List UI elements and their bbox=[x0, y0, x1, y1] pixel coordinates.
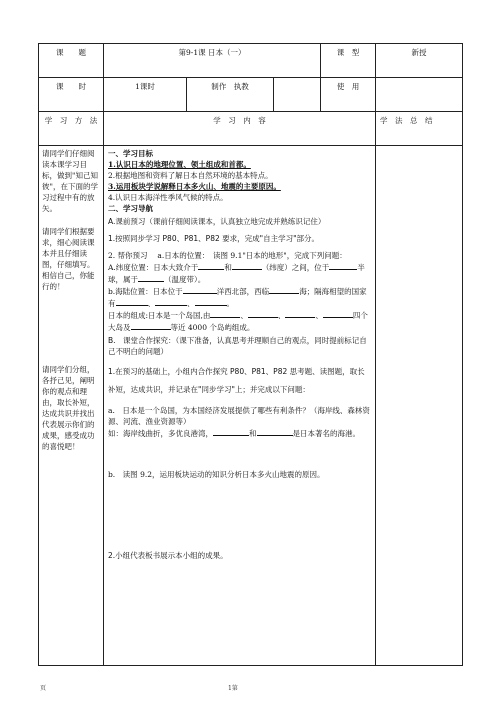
neighbor-blank-2[interactable] bbox=[155, 297, 187, 306]
summary-column-header: 学 法 总 结 bbox=[376, 112, 463, 146]
goal-3: 3.运用板块学说解释日本多火山、地震的主要原因。 bbox=[108, 182, 281, 191]
summary-cell bbox=[376, 146, 463, 666]
footer-page: 1第 bbox=[228, 685, 238, 692]
method-column-header: 学 习 方 法 bbox=[39, 112, 104, 146]
preview-title: A.课前预习（课前仔细阅读课本，认真独立地完成并熟练识记住） bbox=[108, 217, 326, 226]
goal-4: 4.认识日本海洋性季风气候的特点。 bbox=[108, 193, 228, 202]
question-b: b. 读图 9.2，运用板块运动的知识分析日本多火山地震的原因。 bbox=[108, 470, 325, 479]
port-blank-1[interactable] bbox=[213, 427, 249, 436]
header-row-period bbox=[39, 78, 463, 112]
type-label: 课 型 bbox=[321, 44, 376, 78]
period-value: 1课时 bbox=[104, 78, 187, 112]
author-label: 制作 执教 bbox=[187, 78, 274, 112]
section-goals-title: 一、学习目标 bbox=[108, 149, 153, 158]
temperature-zone-blank[interactable] bbox=[138, 273, 164, 282]
method-notes-cell bbox=[39, 146, 104, 666]
content-column-header: 学 习 内 容 bbox=[104, 112, 376, 146]
section-guide-title: 二、学习导航 bbox=[108, 204, 153, 213]
footer-left: 页 bbox=[40, 685, 47, 692]
neighbor-blank-1[interactable] bbox=[116, 297, 148, 306]
use-value bbox=[376, 78, 463, 112]
header-row-topic bbox=[39, 44, 463, 78]
question-a-answer-line: 如：海岸线曲折，多优良港湾， 和 是日本著名的海港。 bbox=[108, 429, 360, 438]
period-label: 课 时 bbox=[39, 78, 104, 112]
sea-land-line: b.海陆位置：日本位于 洋西北部，西临 海；隔海相望的国家有 、 、 。 bbox=[108, 287, 367, 308]
type-value: 新授 bbox=[376, 44, 463, 78]
side-note-3: 请同学们分组，各抒己见，阐明你的观点和理由，取长补短，达成共识并找出代表展示你们的成果，感受成功的喜悦吧！ bbox=[42, 365, 95, 451]
question-a: a. 日本是一个岛国，为本国经济发展提供了哪些有利条件？（海岸线、森林资源、河流、渔业资源等） bbox=[108, 406, 370, 426]
cooperation-title: B. 课堂合作探究：（课下准备，认真思考并理顺自己的观点，同时提前标记自己不明白的问题） bbox=[108, 336, 367, 356]
island-blank-2[interactable] bbox=[248, 309, 278, 318]
cooperation-item-2: 2.小组代表板书展示本小组的成果。 bbox=[108, 551, 228, 560]
preview-item-2: 2. 帮你预习 a.日本的位置： 读图 9.1"日本的地形"，完成下列问题： bbox=[108, 251, 347, 260]
body-row bbox=[39, 146, 463, 666]
header-row-columns bbox=[39, 112, 463, 146]
islands-blank[interactable] bbox=[131, 321, 171, 330]
latitude-blank-1[interactable] bbox=[198, 261, 224, 270]
content-cell bbox=[104, 146, 376, 666]
preview-item-1: 1.按照同步学习 P80、P81、P82 要求，完成"自主学习"部分。 bbox=[108, 234, 320, 243]
west-sea-blank[interactable] bbox=[269, 285, 299, 294]
side-note-2: 请同学们根据要求，细心阅读课本并且仔细读图，仔细填写。相信自己，你能行的！ bbox=[42, 227, 95, 291]
goal-2: 2.根据地图和资料了解日本自然环境的基本特点。 bbox=[108, 171, 273, 180]
composition-line: 日本的组成:日本是一个岛国,由 、 、 、 四个大岛及 等近 4000 个岛屿组成。 bbox=[108, 311, 368, 332]
island-blank-3[interactable] bbox=[285, 309, 315, 318]
use-label: 使 用 bbox=[321, 78, 376, 112]
topic-label: 课 题 bbox=[39, 44, 104, 78]
cooperation-item-1: 1.在预习的基础上，小组内合作探究 P80、P81、P82 思考题、读图题，取长补短，达成共识，并记录在"同步学习"上；并完成以下问题： bbox=[108, 367, 365, 394]
island-blank-1[interactable] bbox=[210, 309, 240, 318]
latitude-blank-2[interactable] bbox=[232, 261, 262, 270]
hemisphere-blank[interactable] bbox=[329, 261, 357, 270]
latitude-line: A.纬度位置：日本大致介于 和 （纬度）之间，位于 半球，属于 （温度带）。 bbox=[108, 263, 365, 284]
author-value bbox=[274, 78, 321, 112]
topic-title: 第9-1课 日本（一） bbox=[104, 44, 321, 78]
ocean-blank[interactable] bbox=[183, 285, 217, 294]
island-blank-4[interactable] bbox=[323, 309, 353, 318]
neighbor-blank-3[interactable] bbox=[195, 297, 227, 306]
port-blank-2[interactable] bbox=[257, 427, 293, 436]
side-note-1: 请同学们仔细阅读本课学习目标，做到"知己知彼"，在下面的学习过程中有的放矢。 bbox=[42, 149, 98, 213]
goal-1: 1.认识日本的地理位置、领土组成和首都。 bbox=[108, 160, 251, 169]
lesson-plan-table bbox=[38, 43, 463, 666]
